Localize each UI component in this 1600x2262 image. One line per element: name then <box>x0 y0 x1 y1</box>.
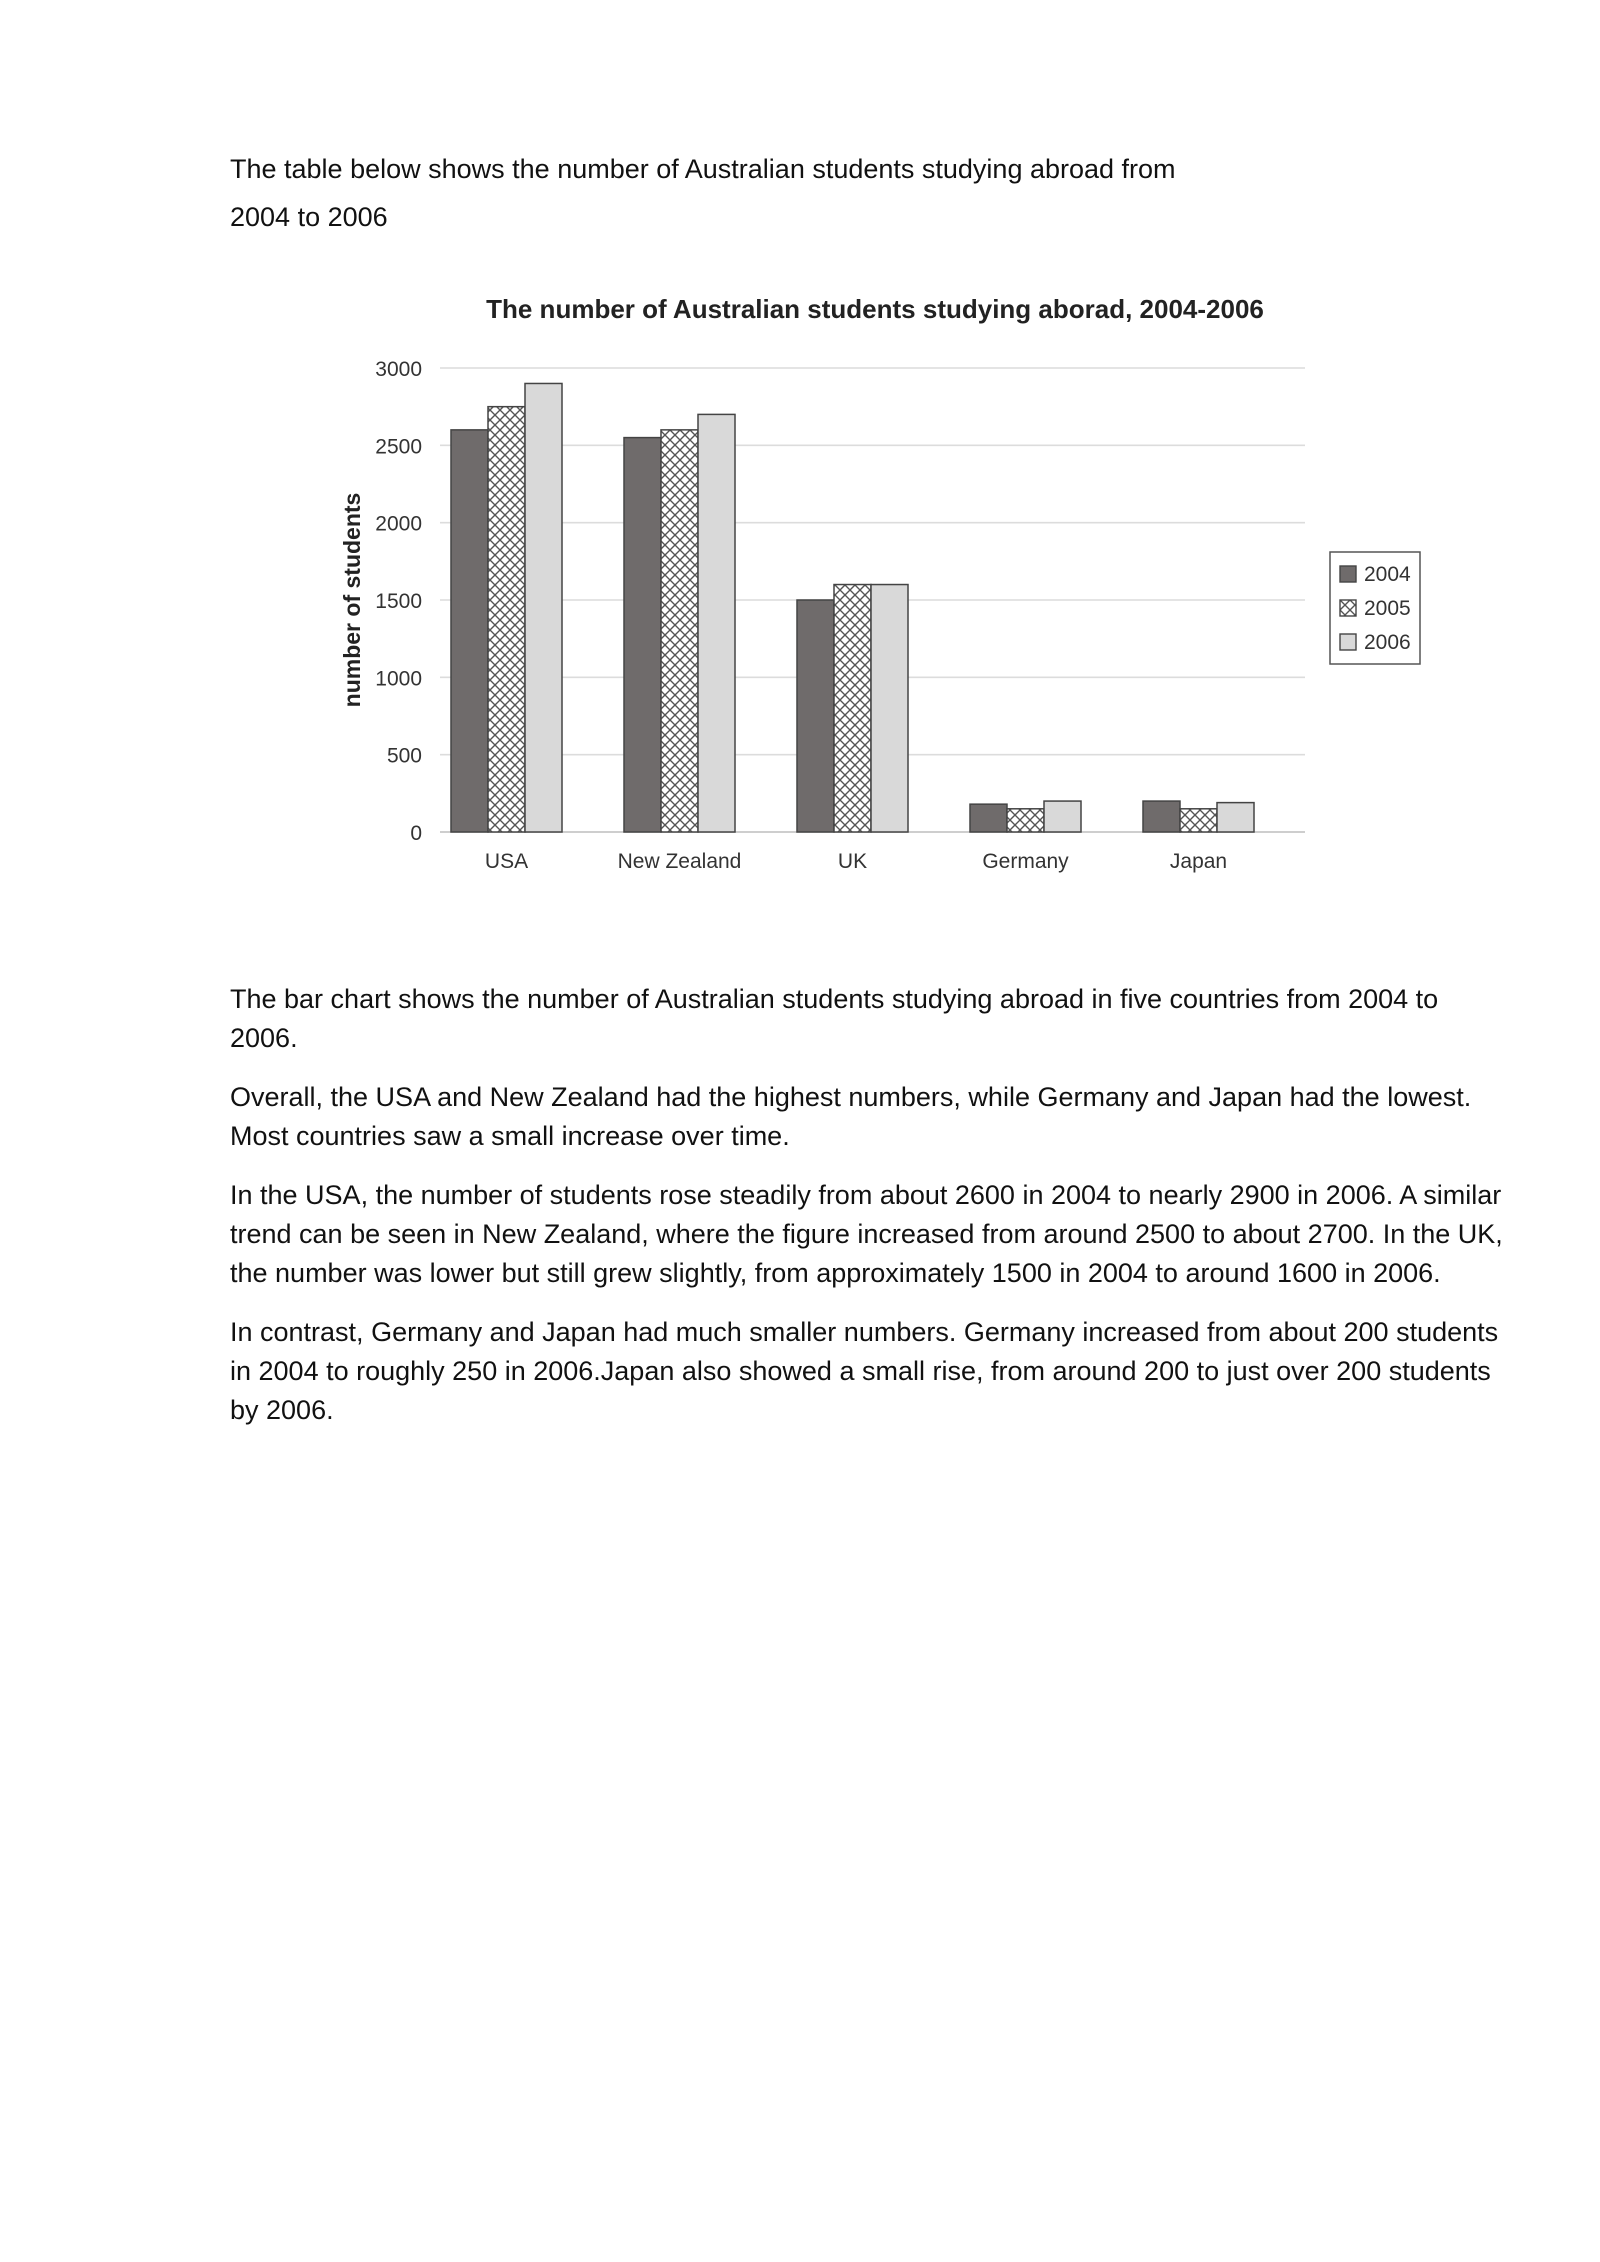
legend-label: 2006 <box>1364 631 1411 654</box>
legend-label: 2004 <box>1364 563 1411 586</box>
essay-body <box>230 980 1510 1450</box>
legend-swatch <box>1340 566 1356 582</box>
bar-new-zealand-2006 <box>698 414 735 832</box>
bar-germany-2004 <box>970 804 1007 832</box>
y-tick-label: 3000 <box>375 358 422 381</box>
legend-label: 2005 <box>1364 597 1411 620</box>
x-tick-label: Japan <box>1169 850 1228 873</box>
x-tick-label: USA <box>484 850 529 873</box>
bar-japan-2004 <box>1143 801 1180 832</box>
legend-swatch <box>1340 600 1356 616</box>
bar-new-zealand-2005 <box>661 430 698 832</box>
bar-usa-2005 <box>488 407 525 832</box>
intro-line-1: The table below shows the number of Australian students studying abroad from <box>230 154 1176 184</box>
x-tick-label: UK <box>837 850 868 873</box>
y-tick-label: 2500 <box>375 435 422 459</box>
y-tick-label: 2000 <box>375 512 422 536</box>
bar-germany-2005 <box>1007 809 1044 832</box>
essay-paragraph-4: In contrast, Germany and Japan had much smaller numbers. Germany increased from about 200 students in 2004 to roughly 250 in 2006.Japan also showed a small rise, from around 200 to just over 200 students by 2006. <box>230 1317 1499 1425</box>
x-tick-label: Germany <box>982 850 1069 873</box>
bar-uk-2005 <box>834 585 871 832</box>
y-tick-label: 1000 <box>375 667 422 691</box>
bar-new-zealand-2004 <box>624 438 661 832</box>
essay-paragraph-1: The bar chart shows the number of Australian students studying abroad in five countries from 2004 to 2006. <box>230 984 1439 1053</box>
bar-uk-2006 <box>871 585 908 832</box>
bar-japan-2006 <box>1217 803 1254 832</box>
y-tick-label: 500 <box>386 744 422 768</box>
bar-usa-2004 <box>451 430 488 832</box>
intro-text <box>230 150 1490 246</box>
bar-chart <box>320 280 1450 910</box>
y-axis-label: number of students <box>339 492 365 708</box>
legend-swatch <box>1340 634 1356 650</box>
y-tick-label: 1500 <box>375 590 422 613</box>
bar-germany-2006 <box>1044 801 1081 832</box>
y-tick-label: 0 <box>410 822 422 845</box>
essay-paragraph-3: In the USA, the number of students rose steadily from about 2600 in 2004 to nearly 2900 in 2006. A similar trend can be seen in New Zealand, where the figure increased from around 2500 to about 2700. In the UK, the number was lower but still grew slightly, from approximately 1500 in 2004 to around 1600 in 2006. <box>230 1180 1503 1288</box>
bar-uk-2004 <box>797 600 834 832</box>
x-tick-label: New Zealand <box>617 850 742 873</box>
intro-line-2: 2004 to 2006 <box>230 202 388 232</box>
chart-title: The number of Australian students studying aborad, 2004-2006 <box>486 294 1264 324</box>
bar-japan-2005 <box>1180 809 1217 832</box>
bar-chart-svg <box>320 280 1450 910</box>
essay-paragraph-2: Overall, the USA and New Zealand had the highest numbers, while Germany and Japan had the lowest. Most countries saw a small increase over time. <box>230 1082 1472 1151</box>
bar-usa-2006 <box>525 383 562 832</box>
